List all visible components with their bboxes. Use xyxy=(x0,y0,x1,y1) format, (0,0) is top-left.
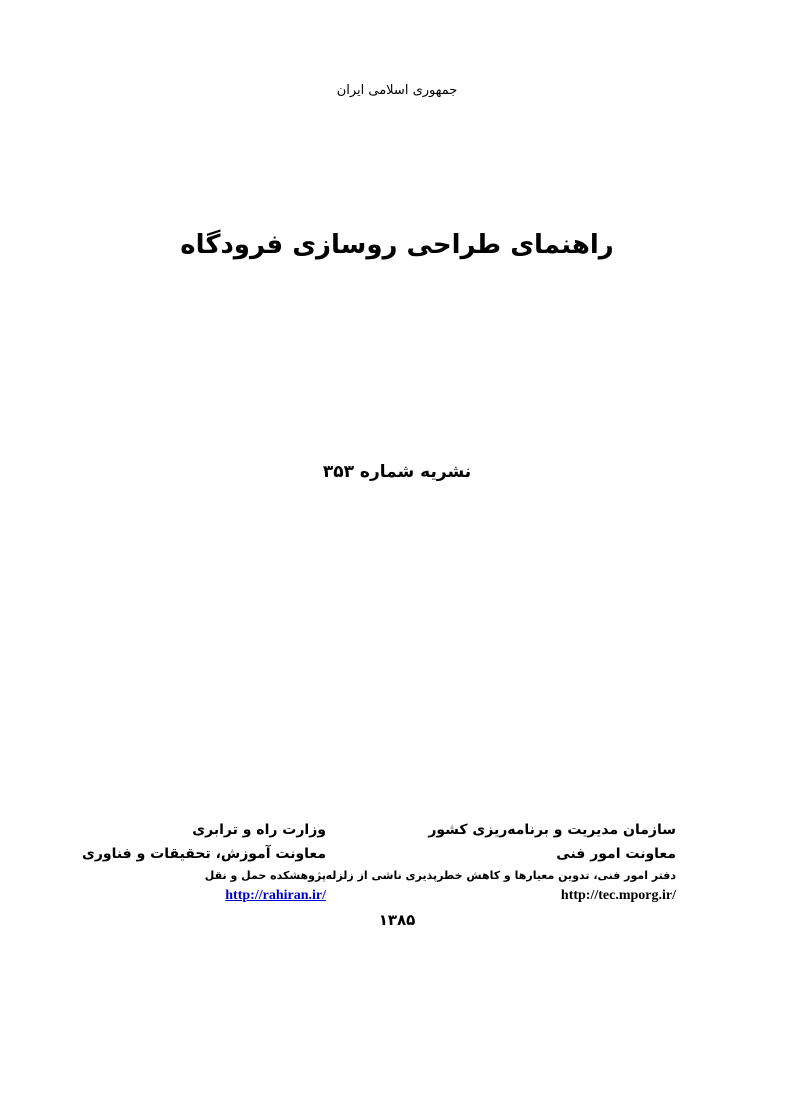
ministry-name: وزارت راه و ترابری xyxy=(192,822,326,838)
document-title: راهنمای طراحی روسازی فرودگاه xyxy=(180,230,614,260)
technical-affairs-office: دفتر امور فنی، تدوین معیارها و کاهش خطرپذیری ناشی از زلزله xyxy=(325,869,676,882)
transport-institute: پژوهشکده حمل و نقل xyxy=(204,869,326,882)
publication-year: ۱۳۸۵ xyxy=(378,911,416,929)
publisher-block-ministry xyxy=(81,818,326,906)
country-name: جمهوری اسلامی ایران xyxy=(336,83,458,98)
publication-number: نشریه شماره ۳۵۳ xyxy=(322,462,472,482)
ministry-website-link[interactable]: http://rahiran.ir/ xyxy=(225,888,326,903)
management-website: http://tec.mporg.ir/ xyxy=(560,888,676,903)
management-organization: سازمان مدیریت و برنامه‌ریزی کشور xyxy=(428,822,676,838)
technical-affairs-deputy: معاونت امور فنی xyxy=(556,846,676,862)
publisher-block-management xyxy=(325,818,676,906)
research-deputy: معاونت آموزش، تحقیقات و فناوری xyxy=(81,846,326,862)
